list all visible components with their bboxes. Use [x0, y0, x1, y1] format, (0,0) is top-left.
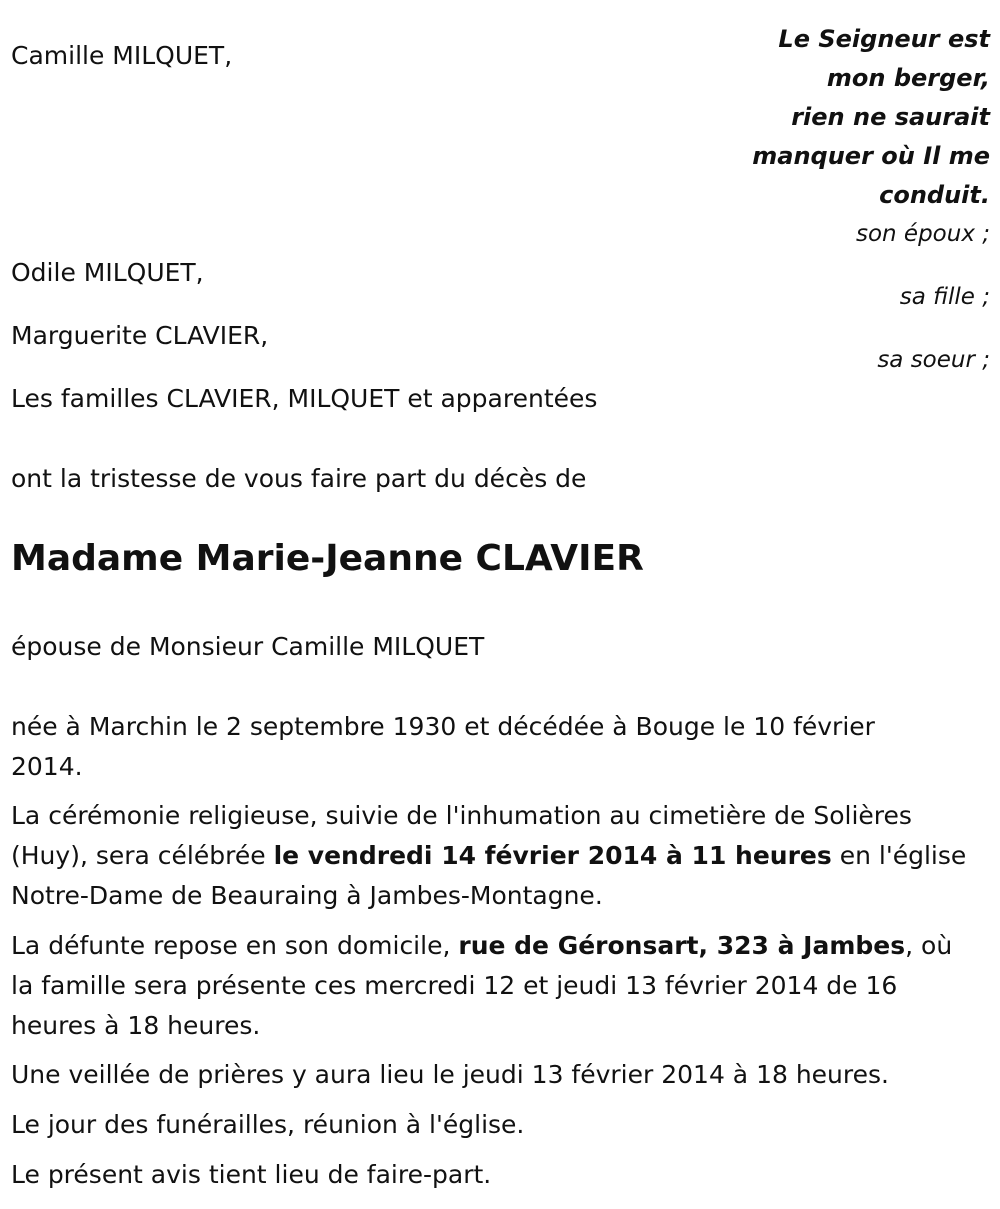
family-role-daughter: sa fille ;	[899, 284, 990, 310]
repose-paragraph	[11, 926, 971, 1046]
quote-line: mon berger,	[826, 64, 990, 92]
quote-line: conduit.	[879, 181, 990, 209]
funeral-day-paragraph: Le jour des funérailles, réunion à l'église.	[11, 1110, 525, 1139]
family-name-spouse: Camille MILQUET,	[11, 41, 233, 70]
vigil-paragraph: Une veillée de prières y aura lieu le jeudi 13 février 2014 à 18 heures.	[11, 1060, 889, 1089]
repose-address: rue de Géronsart, 323 à Jambes	[458, 931, 906, 960]
family-role-sister: sa soeur ;	[877, 347, 990, 373]
ceremony-date: le vendredi 14 février 2014 à 11 heures	[273, 841, 832, 870]
quote-line: manquer où Il me	[752, 142, 990, 170]
family-name-daughter: Odile MILQUET,	[11, 258, 204, 287]
deceased-name: Madame Marie-Jeanne CLAVIER	[11, 538, 644, 579]
notice-paragraph: Le présent avis tient lieu de faire-part.	[11, 1160, 492, 1189]
announcement-line: ont la tristesse de vous faire part du décès de	[11, 464, 587, 493]
scripture-quote	[690, 20, 990, 215]
ceremony-location: en l'église Notre-Dame de Beauraing à Jambes-Montagne.	[11, 841, 967, 910]
family-role-spouse: son époux ;	[855, 221, 990, 247]
birth-death-paragraph: née à Marchin le 2 septembre 1930 et décédée à Bouge le 10 février 2014.	[11, 712, 875, 781]
family-name-sister: Marguerite CLAVIER,	[11, 321, 269, 350]
quote-line: rien ne saurait	[791, 103, 990, 131]
quote-line: Le Seigneur est	[778, 25, 990, 53]
families-line: Les familles CLAVIER, MILQUET et apparentées	[11, 384, 598, 413]
spouse-line: épouse de Monsieur Camille MILQUET	[11, 632, 485, 661]
repose-text: La défunte repose en son domicile,	[11, 931, 459, 960]
ceremony-paragraph	[11, 796, 971, 916]
repose-details: , où la famille sera présente ces mercredi 12 et jeudi 13 février 2014 de 16 heures à 18 heures.	[11, 931, 953, 1040]
ceremony-text: La cérémonie religieuse, suivie de l'inhumation au cimetière de Solières (Huy), sera célébrée	[11, 801, 912, 870]
